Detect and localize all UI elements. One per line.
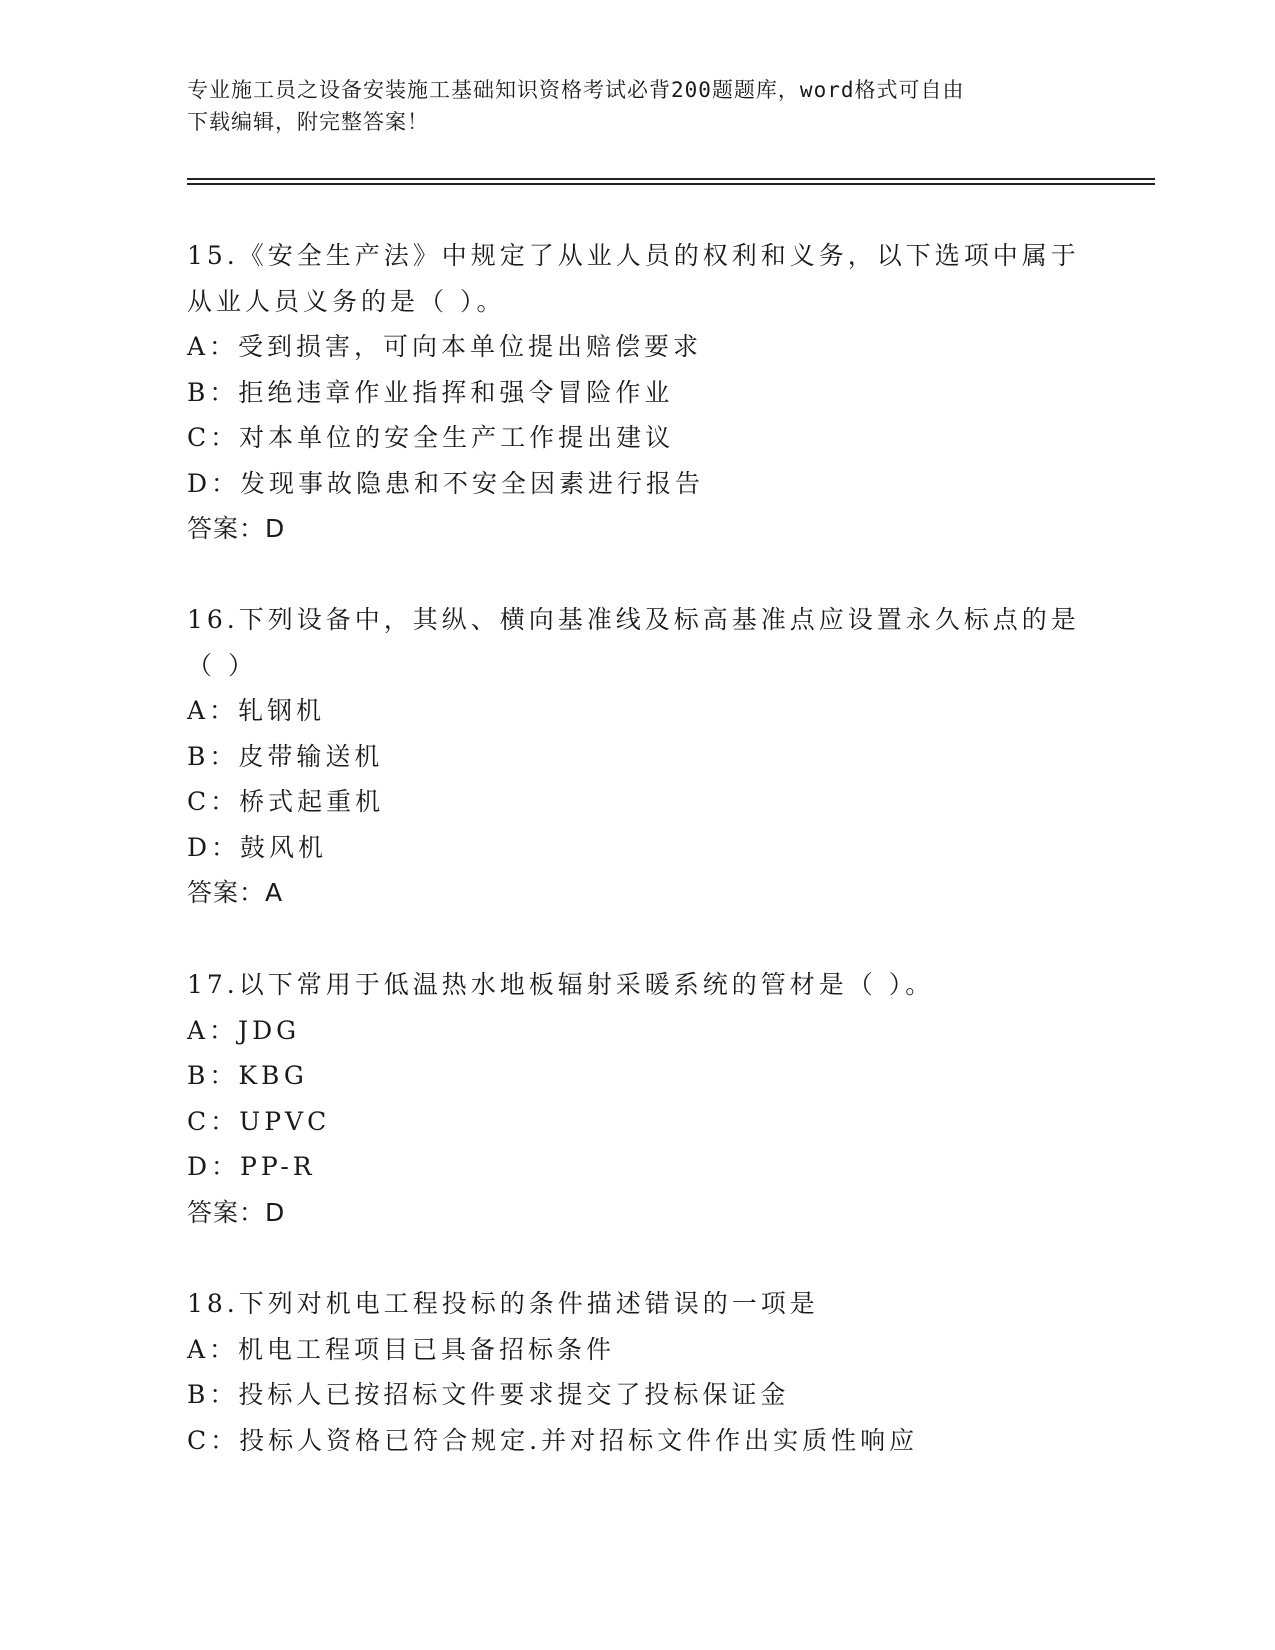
option-a: A：轧钢机 <box>187 696 326 725</box>
question-stem: （ ） <box>187 650 257 680</box>
question-15 <box>187 233 1087 552</box>
answer-key: 答案：A <box>187 878 284 907</box>
document-header <box>187 74 1067 138</box>
option-a: A：机电工程项目已具备招标条件 <box>187 1334 616 1364</box>
option-c: C：桥式起重机 <box>187 787 385 816</box>
header-divider-bottom <box>187 183 1155 185</box>
question-18 <box>187 1281 1087 1463</box>
question-17 <box>187 962 1087 1235</box>
option-a: A：JDG <box>187 1015 301 1045</box>
option-d: D：鼓风机 <box>187 832 328 862</box>
option-d: D：PP-R <box>187 1152 316 1181</box>
answer-key: 答案：D <box>187 1197 286 1227</box>
answer-key: 答案：D <box>187 514 286 543</box>
option-b: B：KBG <box>187 1061 308 1090</box>
option-b: B：皮带输送机 <box>187 741 384 771</box>
option-c: C：对本单位的安全生产工作提出建议 <box>187 423 675 452</box>
option-b: B：拒绝违章作业指挥和强令冒险作业 <box>187 377 674 407</box>
question-stem: 16.下列设备中，其纵、横向基准线及标高基准点应设置永久标点的是 <box>187 605 1080 634</box>
question-stem: 15.《安全生产法》中规定了从业人员的权利和义务，以下选项中属于 <box>187 241 1080 270</box>
option-c: C：投标人资格已符合规定.并对招标文件作出实质性响应 <box>187 1425 919 1455</box>
option-b: B：投标人已按招标文件要求提交了投标保证金 <box>187 1380 790 1409</box>
header-divider-top <box>187 178 1155 180</box>
option-a: A：受到损害，可向本单位提出赔偿要求 <box>187 332 703 361</box>
option-c: C：UPVC <box>187 1106 331 1136</box>
question-stem: 17.以下常用于低温热水地板辐射采暖系统的管材是（ ）。 <box>187 970 935 999</box>
question-stem: 18.下列对机电工程投标的条件描述错误的一项是 <box>187 1289 819 1318</box>
option-d: D：发现事故隐患和不安全因素进行报告 <box>187 468 705 498</box>
header-line-2: 下载编辑，附完整答案！ <box>187 110 429 134</box>
question-stem: 从业人员义务的是（ ）。 <box>187 286 506 316</box>
header-line-1: 专业施工员之设备安装施工基础知识资格考试必背200题题库，word格式可自由 <box>187 78 965 102</box>
question-16 <box>187 597 1087 916</box>
